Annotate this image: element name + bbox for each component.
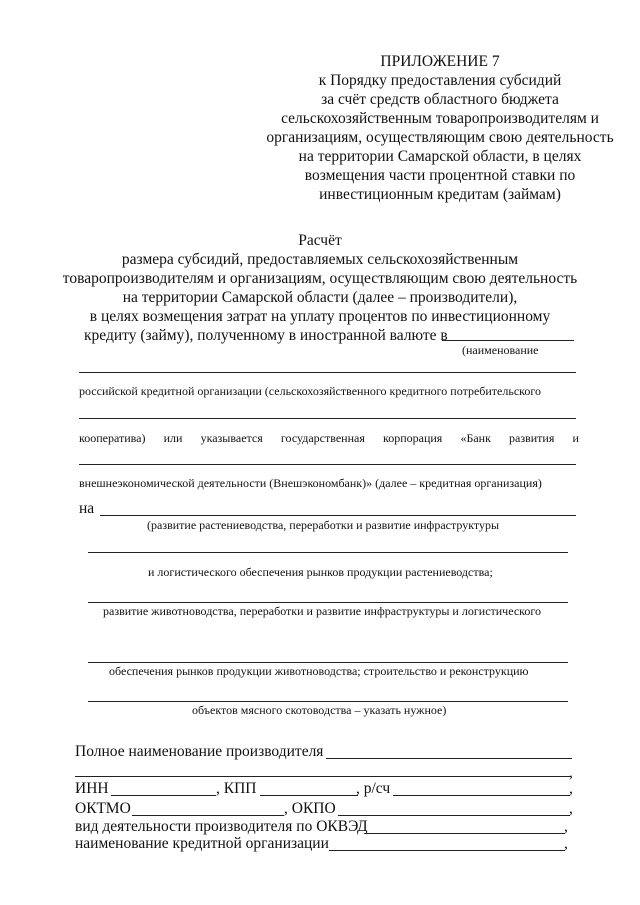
comma: , bbox=[564, 818, 568, 835]
hint-naimenovanie: (наименование bbox=[462, 343, 539, 357]
word: и bbox=[572, 431, 579, 445]
hint-purpose-1: (развитие растениеводства, переработки и развитие инфраструктуры bbox=[147, 518, 500, 532]
appendix-line: на территории Самарской области, в целях bbox=[298, 148, 582, 165]
word: или bbox=[163, 431, 183, 445]
comma: , bbox=[569, 800, 573, 817]
bank-name-field[interactable] bbox=[329, 850, 565, 851]
rs-label: , р/сч bbox=[356, 780, 391, 797]
calc-block bbox=[20, 231, 620, 326]
purpose-blank-1[interactable] bbox=[100, 515, 576, 516]
word: указывается bbox=[200, 431, 263, 445]
hint-bank-line1: российской кредитной организации (сельскохозяйственного кредитного потребительского bbox=[79, 384, 542, 398]
comma: , bbox=[569, 764, 573, 781]
bank-blank-1[interactable] bbox=[79, 372, 576, 373]
word: развития bbox=[509, 431, 555, 445]
full-name-field-cont[interactable] bbox=[75, 776, 570, 777]
kpp-field[interactable] bbox=[260, 795, 358, 796]
appendix-title: ПРИЛОЖЕНИЕ 7 bbox=[380, 53, 500, 70]
purpose-blank-3[interactable] bbox=[88, 602, 568, 603]
calc-line: в целях возмещения затрат на уплату процентов по инвестиционному bbox=[89, 308, 551, 325]
appendix-line: за счёт средств областного бюджета bbox=[321, 91, 559, 108]
appendix-line: к Порядку предоставления субсидий bbox=[318, 72, 562, 89]
okved-field[interactable] bbox=[364, 833, 565, 834]
purpose-blank-2[interactable] bbox=[88, 552, 568, 553]
calc-line: на территории Самарской области (далее – производители), bbox=[122, 289, 518, 306]
calc-line: товаропроизводителям и организациям, осуществляющим свою деятельность bbox=[62, 270, 578, 287]
purpose-blank-4[interactable] bbox=[88, 662, 568, 663]
full-name-label: Полное наименование производителя bbox=[75, 743, 324, 760]
appendix-line: возмещения части процентной ставки по bbox=[304, 167, 576, 184]
calc-last-line: кредиту (займу), полученному в иностранной валюте в bbox=[84, 327, 448, 344]
appendix-line: организациям, осуществляющим свою деятельность bbox=[266, 129, 614, 146]
oktmo-label: ОКТМО bbox=[75, 800, 131, 817]
comma: , bbox=[564, 835, 568, 852]
full-name-field[interactable] bbox=[326, 758, 572, 759]
word: корпорация bbox=[382, 431, 443, 445]
oktmo-field[interactable] bbox=[132, 815, 284, 816]
bank-name-label: наименование кредитной организации bbox=[75, 835, 329, 852]
calc-title: Расчёт bbox=[298, 232, 342, 249]
appendix-block bbox=[240, 52, 640, 204]
currency-bank-blank[interactable] bbox=[442, 340, 574, 341]
bank-blank-3[interactable] bbox=[79, 464, 576, 465]
word: государственная bbox=[280, 431, 365, 445]
purpose-blank-5[interactable] bbox=[88, 701, 568, 702]
hint-purpose-3: развитие животноводства, переработки и развитие инфраструктуры и логистического bbox=[103, 604, 542, 618]
inn-field[interactable] bbox=[111, 795, 216, 796]
rs-field[interactable] bbox=[393, 795, 570, 796]
na-label: на bbox=[79, 500, 95, 517]
hint-bank-line2 bbox=[79, 431, 579, 446]
kpp-label: , КПП bbox=[216, 780, 257, 797]
hint-purpose-2: и логистического обеспечения рынков продукции растениеводства; bbox=[148, 565, 493, 579]
inn-label: ИНН bbox=[75, 780, 109, 797]
word: «Банк bbox=[460, 431, 491, 445]
okpo-label: , ОКПО bbox=[284, 800, 336, 817]
appendix-line: инвестиционным кредитам (займам) bbox=[319, 186, 561, 203]
hint-purpose-4: обеспечения рынков продукции животноводства; строительство и реконструкцию bbox=[109, 664, 529, 678]
appendix-line: сельскохозяйственным товаропроизводителям и bbox=[281, 110, 599, 127]
okved-label: вид деятельности производителя по ОКВЭД bbox=[75, 818, 368, 835]
okpo-field[interactable] bbox=[338, 815, 570, 816]
hint-purpose-5: объектов мясного скотоводства – указать нужное) bbox=[192, 703, 447, 717]
comma: , bbox=[569, 780, 573, 797]
word: кооператива) bbox=[79, 431, 146, 445]
hint-bank-line3: внешнеэкономической деятельности (Внешэкономбанк)» (далее – кредитная организация) bbox=[79, 476, 542, 490]
bank-blank-2[interactable] bbox=[79, 418, 576, 419]
calc-line: размера субсидий, предоставляемых сельскохозяйственным bbox=[121, 251, 519, 268]
